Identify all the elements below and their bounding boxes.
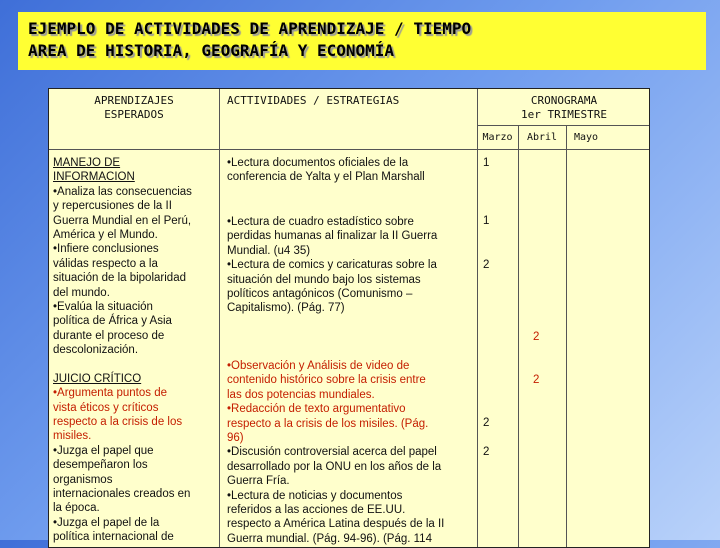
cronograma-value: 2 (533, 331, 540, 343)
aprendizaje-line: la época. (53, 502, 100, 515)
header-divider (49, 149, 650, 150)
cronograma-value: 2 (483, 417, 490, 429)
aprendizaje-line: descolonización. (53, 344, 139, 357)
aprendizaje-line: desempeñaron los (53, 459, 148, 472)
actividad-line: Mundial. (u4 35) (227, 244, 311, 257)
actividad-line: respecto a la crisis de los misiles. (Pág. (227, 417, 429, 430)
aprendizaje-line: internacionales creados en (53, 487, 191, 500)
aprendizaje-line: •Infiere conclusiones (53, 243, 159, 256)
actividades-block-2 (227, 215, 475, 316)
column-divider-1 (219, 89, 220, 548)
aprendizaje-line: y repercusiones de la II (53, 200, 172, 213)
aprendizaje-line: Guerra Mundial en el Perú, (53, 214, 192, 227)
actividad-line: políticos antagónicos (Comunismo – (227, 288, 413, 301)
slide-title-box (18, 12, 706, 70)
header-cronograma-line-1: CRONOGRAMA (530, 94, 598, 107)
aprendizaje-line: política internacional de (53, 531, 174, 544)
month-divider-2 (566, 125, 567, 548)
aprendizaje-line: América y el Mundo. (53, 229, 158, 242)
cronograma-value: 2 (483, 259, 490, 271)
actividad-line: 96) (227, 432, 244, 445)
aprendizaje-line: respecto a la crisis de los (53, 415, 183, 428)
cronograma-value: 2 (483, 446, 490, 458)
month-marzo: Marzo (482, 132, 513, 143)
actividad-line: las dos potencias mundiales. (227, 388, 375, 401)
block1-title-line-2: INFORMACION (53, 171, 135, 184)
aprendizaje-line: •Juzga el papel que (53, 444, 154, 457)
header-aprendizajes (49, 94, 219, 122)
aprendizaje-line: •Juzga el papel de la (53, 516, 160, 529)
actividad-line: perdidas humanas al finalizar la II Guerra (227, 230, 438, 243)
actividad-line: referidos a las acciones de EE.UU. (227, 504, 406, 517)
aprendizaje-line: situación de la bipolaridad (53, 272, 186, 285)
actividad-line: contenido histórico sobre la crisis entre (227, 374, 426, 387)
actividad-line: Guerra Fría. (227, 475, 290, 488)
cronograma-value: 1 (483, 215, 490, 227)
aprendizaje-line: •Argumenta puntos de (53, 387, 167, 400)
actividad-line: •Lectura de noticias y documentos (227, 489, 403, 502)
aprendizaje-line: organismos (53, 473, 113, 486)
aprendizaje-line: válidas respecto a la (53, 257, 158, 270)
month-mayo: Mayo (573, 132, 599, 143)
aprendizaje-line: misiles. (53, 430, 92, 443)
month-divider-1 (518, 125, 519, 548)
actividad-line: •Lectura de comics y caricaturas sobre la (227, 259, 437, 272)
header-actividades: ACTTIVIDADES / ESTRATEGIAS (227, 94, 400, 107)
header-aprendizajes-line-2: ESPERADOS (104, 108, 164, 121)
aprendizaje-line: del mundo. (53, 286, 110, 299)
actividad-line: Capitalismo). (Pág. 77) (227, 302, 345, 315)
actividad-line: respecto a América Latina después de la II (227, 518, 445, 531)
cronograma-value: 1 (483, 157, 490, 169)
column-divider-2 (477, 89, 478, 548)
actividad-line: situación del mundo bajo los sistemas (227, 273, 421, 286)
activities-table (48, 88, 650, 548)
actividad-line: •Redacción de texto argumentativo (227, 403, 406, 416)
slide-title-line-2: AREA DE HISTORIA, GEOGRAFÍA Y ECONOMÍA (28, 41, 395, 60)
aprendizaje-line: •Evalúa la situación (53, 301, 153, 314)
actividades-block-3 (227, 359, 475, 546)
actividad-line: desarrollado por la ONU en los años de la (227, 460, 442, 473)
actividad-line: •Lectura de cuadro estadístico sobre (227, 216, 414, 228)
month-abril: Abril (526, 132, 558, 143)
actividades-block-1 (227, 156, 475, 185)
slide-title-line-1: EJEMPLO DE ACTIVIDADES DE APRENDIZAJE / TIEMPO (28, 19, 472, 38)
aprendizaje-line: vista éticos y críticos (53, 401, 159, 414)
aprendizaje-line: durante el proceso de (53, 329, 165, 342)
header-cronograma-line-2: 1er TRIMESTRE (520, 108, 608, 121)
actividad-line: •Discusión controversial acerca del papel (227, 446, 437, 459)
block2-title: JUICIO CRÍTICO (53, 372, 142, 385)
actividad-line: •Lectura documentos oficiales de la (227, 157, 409, 169)
actividad-line: conferencia de Yalta y el Plan Marshall (227, 171, 425, 184)
actividad-line: •Observación y Análisis de video de (227, 360, 410, 372)
cronograma-divider (477, 125, 650, 126)
header-aprendizajes-line-1: APRENDIZAJES (94, 94, 174, 107)
actividad-line: Guerra mundial. (Pág. 94-96). (Pág. 114 (227, 532, 432, 545)
aprendizaje-line: •Analiza las consecuencias (53, 185, 192, 198)
aprendizajes-column (53, 156, 219, 545)
aprendizaje-line: política de África y Asia (53, 315, 172, 328)
header-cronograma (477, 94, 650, 122)
cronograma-value: 2 (533, 374, 540, 386)
block1-title-line-1: MANEJO DE (53, 157, 121, 169)
